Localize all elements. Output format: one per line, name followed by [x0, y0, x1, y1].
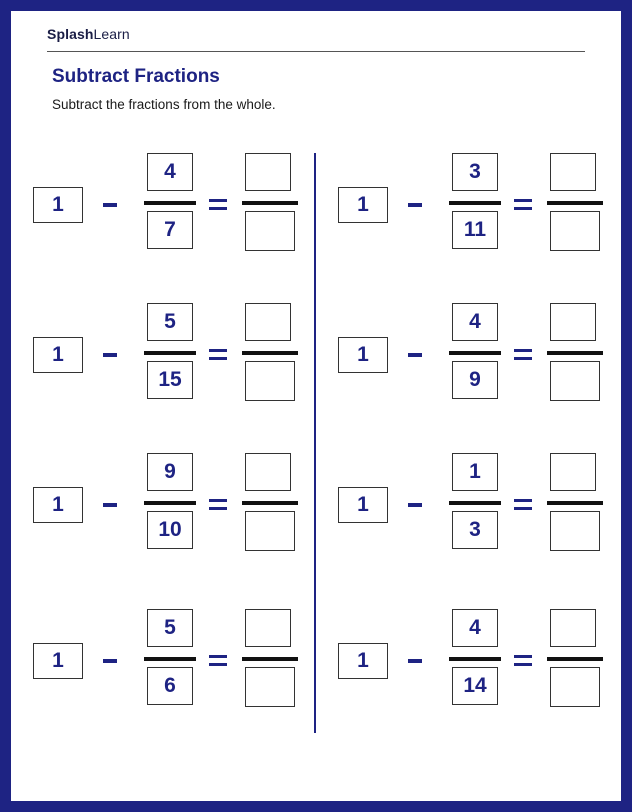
minus-sign — [103, 203, 117, 207]
answer-fraction-bar — [242, 657, 298, 661]
page-title: Subtract Fractions — [52, 66, 220, 87]
numerator-box: 4 — [147, 153, 193, 191]
minus-sign — [408, 203, 422, 207]
equals-sign — [209, 349, 227, 361]
answer-fraction-bar — [242, 201, 298, 205]
fraction-bar — [144, 657, 196, 661]
fraction-bar — [144, 201, 196, 205]
answer-denominator-box[interactable] — [550, 211, 600, 251]
whole-number-box: 1 — [338, 643, 388, 679]
brand-logo — [47, 26, 130, 42]
equals-sign — [514, 199, 532, 211]
minus-sign — [103, 659, 117, 663]
answer-denominator-box[interactable] — [245, 211, 295, 251]
answer-numerator-box[interactable] — [245, 153, 291, 191]
denominator-box: 3 — [452, 511, 498, 549]
problem-8 — [338, 609, 628, 707]
equals-sign — [514, 499, 532, 511]
answer-fraction-bar — [547, 351, 603, 355]
fraction-bar — [449, 201, 501, 205]
problem-1 — [33, 153, 323, 251]
whole-number-box: 1 — [33, 337, 83, 373]
problem-5 — [33, 453, 323, 551]
denominator-box: 11 — [452, 211, 498, 249]
answer-numerator-box[interactable] — [245, 453, 291, 491]
numerator-box: 3 — [452, 153, 498, 191]
answer-numerator-box[interactable] — [550, 609, 596, 647]
numerator-box: 1 — [452, 453, 498, 491]
minus-sign — [408, 659, 422, 663]
answer-fraction-bar — [242, 501, 298, 505]
whole-number-box: 1 — [338, 487, 388, 523]
answer-denominator-box[interactable] — [245, 511, 295, 551]
numerator-box: 4 — [452, 303, 498, 341]
equals-sign — [209, 499, 227, 511]
answer-fraction-bar — [547, 501, 603, 505]
equals-sign — [514, 655, 532, 667]
equals-sign — [209, 655, 227, 667]
worksheet-page — [11, 11, 621, 801]
minus-sign — [408, 503, 422, 507]
answer-fraction-bar — [242, 351, 298, 355]
minus-sign — [103, 353, 117, 357]
denominator-box: 6 — [147, 667, 193, 705]
denominator-box: 15 — [147, 361, 193, 399]
problem-3 — [33, 303, 323, 401]
whole-number-box: 1 — [338, 187, 388, 223]
numerator-box: 9 — [147, 453, 193, 491]
answer-fraction-bar — [547, 201, 603, 205]
fraction-bar — [144, 501, 196, 505]
whole-number-box: 1 — [338, 337, 388, 373]
answer-numerator-box[interactable] — [245, 303, 291, 341]
minus-sign — [103, 503, 117, 507]
denominator-box: 14 — [452, 667, 498, 705]
answer-denominator-box[interactable] — [550, 667, 600, 707]
brand-logo-part1: Splash — [47, 26, 94, 42]
whole-number-box: 1 — [33, 643, 83, 679]
minus-sign — [408, 353, 422, 357]
answer-numerator-box[interactable] — [245, 609, 291, 647]
answer-numerator-box[interactable] — [550, 453, 596, 491]
problem-7 — [33, 609, 323, 707]
numerator-box: 5 — [147, 609, 193, 647]
fraction-bar — [449, 501, 501, 505]
brand-logo-part2: Learn — [93, 26, 130, 42]
denominator-box: 7 — [147, 211, 193, 249]
fraction-bar — [144, 351, 196, 355]
whole-number-box: 1 — [33, 487, 83, 523]
problem-2 — [338, 153, 628, 251]
whole-number-box: 1 — [33, 187, 83, 223]
problem-4 — [338, 303, 628, 401]
answer-numerator-box[interactable] — [550, 303, 596, 341]
header-rule — [47, 51, 585, 52]
answer-numerator-box[interactable] — [550, 153, 596, 191]
numerator-box: 4 — [452, 609, 498, 647]
denominator-box: 9 — [452, 361, 498, 399]
answer-denominator-box[interactable] — [550, 511, 600, 551]
equals-sign — [209, 199, 227, 211]
fraction-bar — [449, 351, 501, 355]
answer-denominator-box[interactable] — [550, 361, 600, 401]
page-instructions: Subtract the fractions from the whole. — [52, 97, 276, 112]
answer-fraction-bar — [547, 657, 603, 661]
fraction-bar — [449, 657, 501, 661]
answer-denominator-box[interactable] — [245, 667, 295, 707]
denominator-box: 10 — [147, 511, 193, 549]
equals-sign — [514, 349, 532, 361]
answer-denominator-box[interactable] — [245, 361, 295, 401]
problem-6 — [338, 453, 628, 551]
numerator-box: 5 — [147, 303, 193, 341]
